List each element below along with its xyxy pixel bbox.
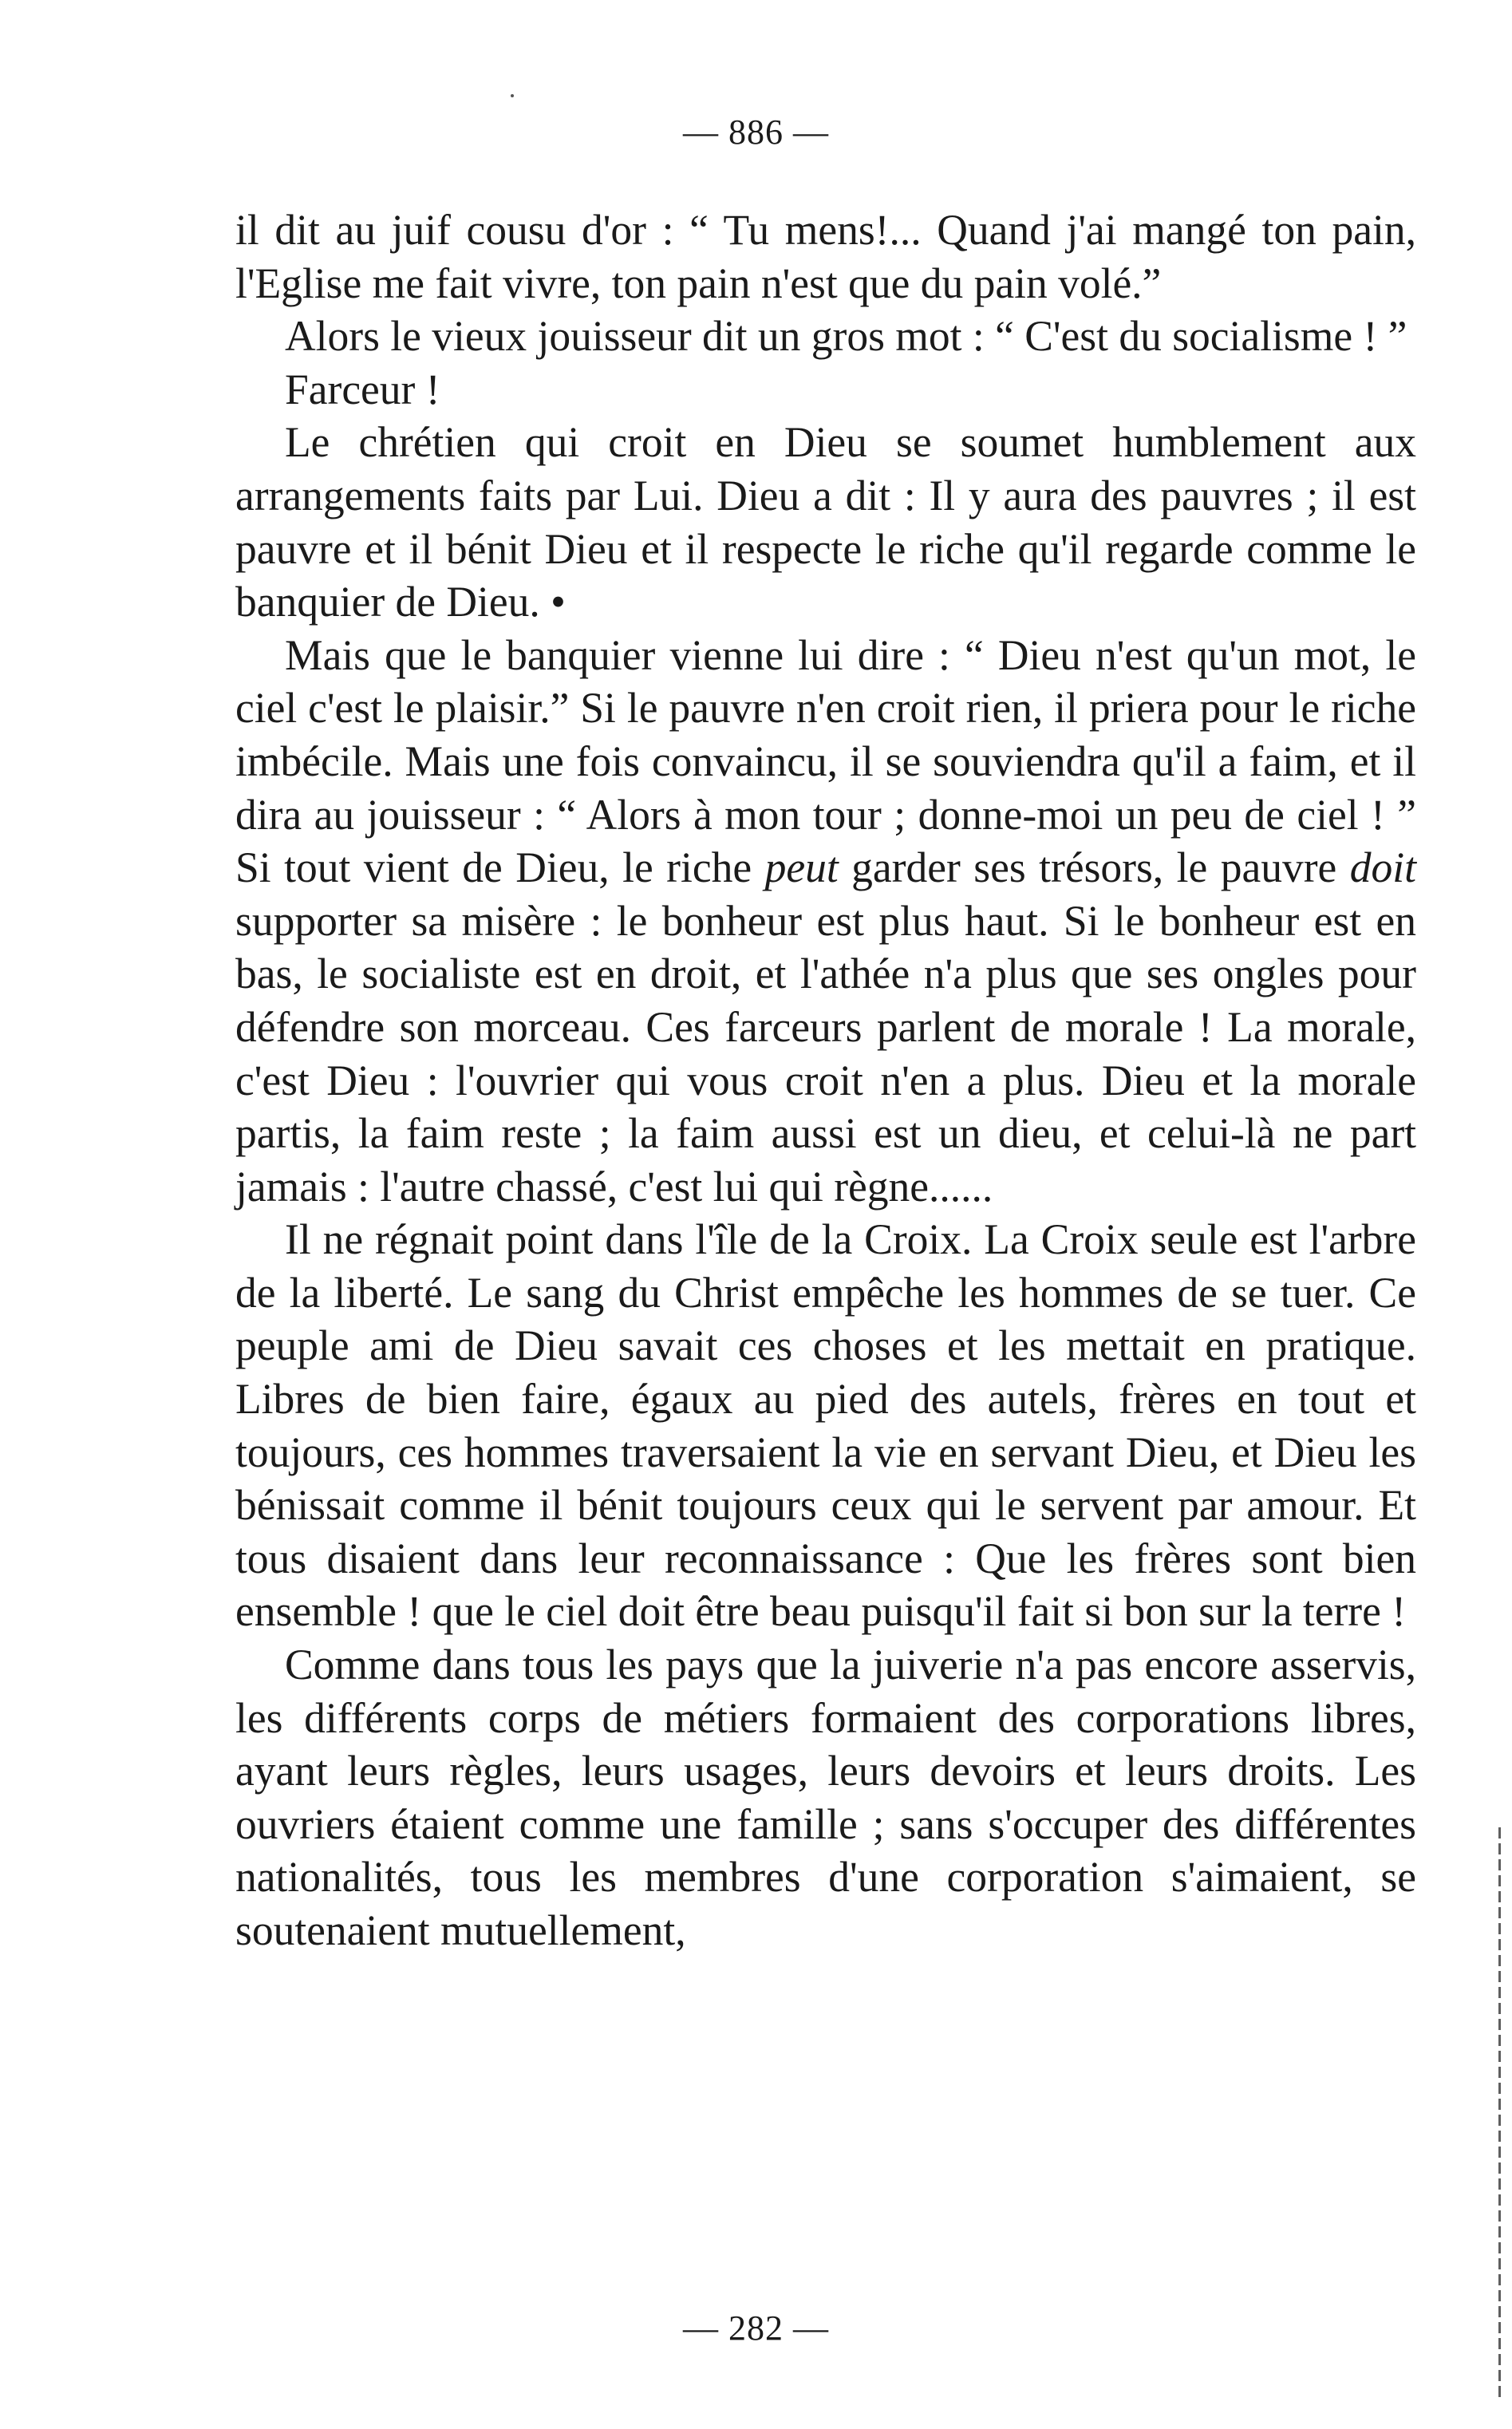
text-run: supporter sa misère : le bonheur est plus haut. Si le bonheur est en bas, le socialiste est en droit, et l'athée n'a plus que ses ongles pour défendre son morceau. Ces farceurs parlent de morale ! La morale, c'est Dieu : l'ouvrier qui vous croit n'en a plus. Dieu et la morale partis, la faim reste ; la faim aussi est un dieu, et celui-là ne part jamais : l'autre chassé, c'est lui qui règne...... xyxy=(235,896,1416,1211)
text-run: il dit au juif cousu d'or : “ Tu mens!... Quand j'ai mangé ton pain, l'Eglise me fait vivre, ton pain n'est que du pain volé.” xyxy=(235,206,1416,307)
page-number-top: — 886 — xyxy=(683,113,829,152)
text-run: Le chrétien qui croit en Dieu se soumet humblement aux arrangements faits par Lui. Dieu a dit : Il y aura des pauvres ; il est pauvre et il bénit Dieu et il respecte le riche qu'il regarde comme le banquier de Dieu. • xyxy=(235,418,1416,626)
paragraph xyxy=(235,416,1416,628)
page-number-bottom: — 282 — xyxy=(683,2309,829,2348)
scan-edge-mark xyxy=(1498,1827,1501,2402)
text-run: Comme dans tous les pays que la juiverie n'a pas encore asservis, les différents corps de métiers formaient des corporations libres, ayant leurs règles, leurs usages, leurs devoirs et leurs droits. Les ouvriers étaient comme une famille ; sans s'occuper des différentes nationalités, tous les membres d'une corporation s'aimaient, se soutenaient mutuellement, xyxy=(235,1641,1416,1954)
italic-word: peut xyxy=(764,843,839,892)
text-run: garder ses trésors, le pauvre xyxy=(838,843,1350,892)
body-text xyxy=(235,203,1416,1957)
scan-speck xyxy=(511,94,514,97)
text-run: Farceur ! xyxy=(285,365,440,413)
paragraph xyxy=(235,629,1416,1214)
paragraph xyxy=(235,363,1416,417)
paragraph xyxy=(235,310,1416,363)
paragraph xyxy=(235,203,1416,310)
paragraph xyxy=(235,1638,1416,1957)
paragraph xyxy=(235,1213,1416,1638)
text-run: Il ne régnait point dans l'île de la Croix. La Croix seule est l'arbre de la liberté. Le sang du Christ empêche les hommes de se tuer. Ce peuple ami de Dieu savait ces choses et les mettait en pratique. Libres de bien faire, égaux au pied des autels, frères en tout et toujours, ces hommes traversaient la vie en servant Dieu, et Dieu les bénissait comme il bénit toujours ceux qui le servent par amour. Et tous disaient dans leur reconnaissance : Que les frères sont bien ensemble ! que le ciel doit être beau puisqu'il fait si bon sur la terre ! xyxy=(235,1215,1416,1636)
text-run: Alors le vieux jouisseur dit un gros mot : “ C'est du socialisme ! ” xyxy=(285,312,1407,361)
text-run: Mais que le banquier vienne lui dire : “ Dieu n'est qu'un mot, le ciel c'est le plaisir.” Si le pauvre n'en croit rien, il priera pour le riche imbécile. Mais une fois convaincu, il se souviendra qu'il a faim, et il dira au jouisseur : “ Alors à mon tour ; donne-moi un peu de ciel ! ” Si tout vient de Dieu, le riche xyxy=(235,630,1416,892)
italic-word: doit xyxy=(1349,843,1416,892)
